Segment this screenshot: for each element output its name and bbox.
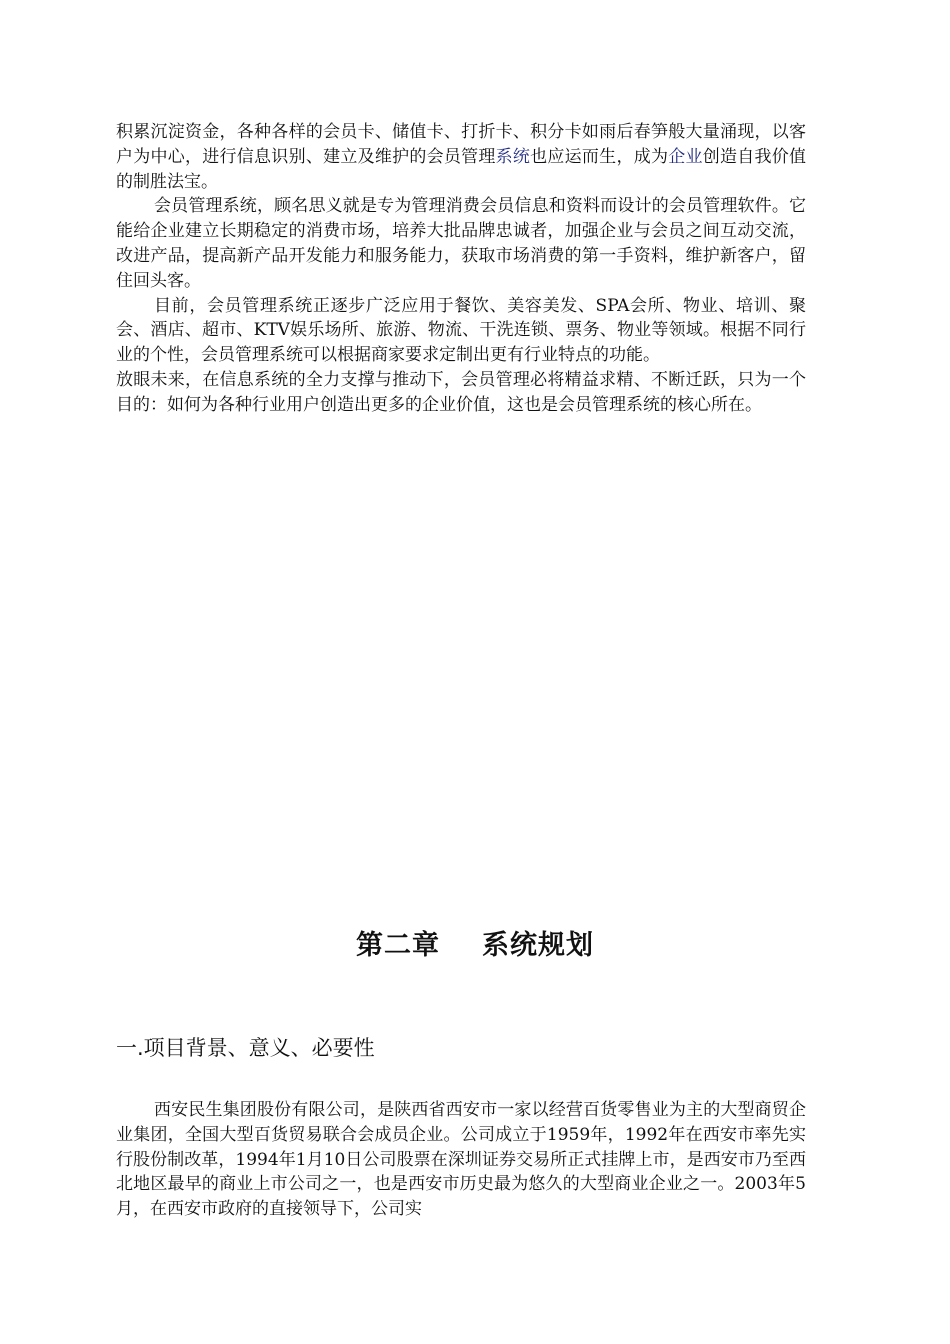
intro-p1-text-c: 创造自我价值的制胜法宝。 [116, 146, 807, 192]
intro-paragraph-4: 放眼未来，在信息系统的全力支撑与推动下，会员管理必将精益求精、不断迁跃，只为一个目的：如何为各种行业用户创造出更多的企业价值，这也是会员管理系统的核心所在。 [116, 369, 806, 415]
intro-paragraph-1 [116, 120, 806, 194]
section-heading: 一.项目背景、意义、必要性 [116, 1036, 375, 1060]
intro-p1-text-a: 积累沉淀资金，各种各样的会员卡、储值卡、打折卡、积分卡如雨后春笋般大量涌现，以客户为中心，进行信息识别、建立及维护的会员管理 [116, 122, 806, 167]
enterprise-link[interactable]: 企业 [668, 146, 703, 167]
background-paragraph-1: 西安民生集团股份有限公司，是陕西省西安市一家以经营百货零售业为主的大型商贸企业集团，全国大型百货贸易联合会成员企业。公司成立于1959年，1992年在西安市率先实行股份制改革，1994年1月10日公司股票在深圳证券交易所正式挂牌上市，是西安市乃至西北地区最早的商业上市公司之一，也是西安市历史最为悠久的大型商业企业之一。2003年5月，在西安市政府的直接领导下，公司实 [116, 1100, 806, 1220]
system-link[interactable]: 系统 [495, 146, 531, 167]
chapter-title [0, 926, 950, 966]
intro-section [116, 120, 806, 418]
chapter-number: 第二章 [356, 930, 440, 961]
intro-paragraph-2: 会员管理系统，顾名思义就是专为管理消费会员信息和资料而设计的会员管理软件。它能给企业建立长期稳定的消费市场，培养大批品牌忠诚者，加强企业与会员之间互动交流，改进产品，提高新产品开发能力和服务能力，获取市场消费的第一手资料，维护新客户，留住回头客。 [116, 196, 806, 291]
intro-paragraph-3: 目前，会员管理系统正逐步广泛应用于餐饮、美容美发、SPA会所、物业、培训、聚会、酒店、超市、KTV娱乐场所、旅游、物流、干洗连锁、票务、物业等领域。根据不同行业的个性，会员管理系统可以根据商家要求定制出更有行业特点的功能。 [116, 295, 806, 366]
chapter-name: 系统规划 [482, 930, 594, 961]
background-section [116, 1098, 806, 1222]
intro-p1-text-b: 也应运而生，成为 [530, 146, 669, 167]
